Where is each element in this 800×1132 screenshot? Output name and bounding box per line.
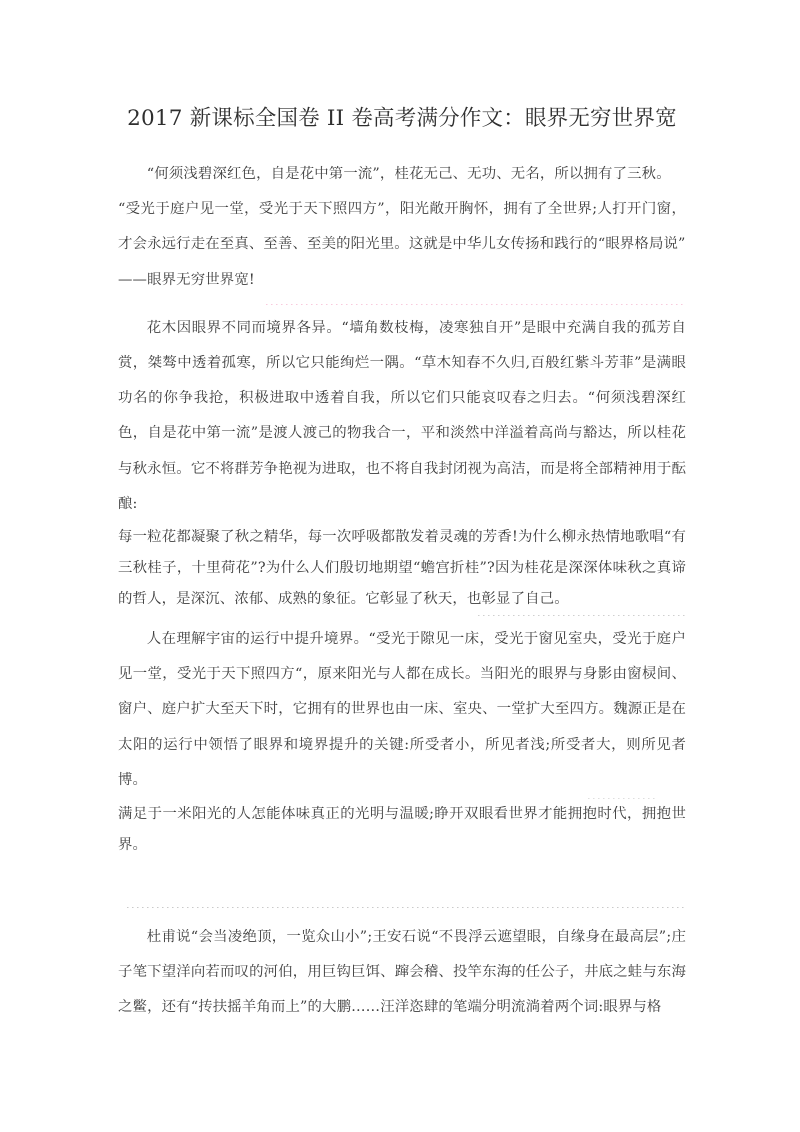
paragraph-thesis-dash: ——眼界无穷世界宽! xyxy=(118,271,255,288)
spacer-title-body xyxy=(118,139,686,157)
spacer-before-sep-4 xyxy=(118,861,686,907)
paragraph-poets-vision: 杜甫说“会当凌绝顶，一览众山小”;王安石说“不畏浮云遮望眼，自缘身在最高层”;庄子笔下望洋向若而叹的河伯，用巨钩巨饵、蹿会稽、投竿东海的任公子，井底之蛙与东海之鳖，还有“抟扶摇羊角而上”的大鹏……汪洋恣肆的笔端分明流淌着两个词:眼界与格 xyxy=(118,929,686,1016)
paragraph-osmanthus-essence: 每一粒花都凝聚了秋之精华，每一次呼吸都散发着灵魂的芳香!为什么柳永热情地歌唱“有三秋桂子，十里荷花”?为什么人们殷切地期望“蟾宫折桂”?因为桂花是深深体味秋之真谛的哲人，是深沉、浓郁、成熟的象征。它彰显了秋天，也彰显了自己。 xyxy=(118,529,686,608)
paragraph-opening-quote: “何须浅碧深红色，自是花中第一流”，桂花无己、无功、无名，所以拥有了三秋。 xyxy=(146,166,671,182)
page-title: 2017 新课标全国卷 II 卷高考满分作文：眼界无穷世界宽 xyxy=(127,106,677,131)
document-content xyxy=(118,0,686,1026)
paragraph-cosmos-realm: 人在理解宇宙的运行中提升境界。“受光于隙见一床，受光于窗见室央，受光于庭户见一堂，受光于天下照四方“，原来阳光与人都在成长。当阳光的眼界与身影由窗棂间、窗户、庭户扩大至天下时，它拥有的世界也由一床、室央、一堂扩大至四方。魏源正是在太阳的运行中领悟了眼界和境界提升的关键:所受者小，所见者浅;所受者大，则所见者博。 xyxy=(118,631,686,788)
paragraph-sunlight-quote: “受光于庭户见一堂，受光于天下照四方”，阳光敞开胸怀，拥有了全世界;人打开门窗，才会永远行走在至真、至善、至美的阳光里。这就是中华儿女传扬和践行的“眼界格局说” xyxy=(118,201,686,253)
paragraph-flowers-vision: 花木因眼界不同而境界各异。“墙角数枝梅，凌寒独自开”是眼中充满自我的孤芳自赏，桀骜中透着孤寒，所以它只能绚烂一隅。“草木知春不久归,百般红紫斗芳菲”是满眼功名的你争我抢，积极进取中透着自我，所以它们只能哀叹春之归去。“何须浅碧深红色，自是花中第一流”是渡人渡己的物我合一，平和淡然中洋溢着高尚与豁达，所以桂花与秋永恒。它不将群芳争艳视为进取，也不将自我封闭视为高洁，而是将全部精神用于酝酿: xyxy=(118,319,686,512)
paragraph-embrace-world: 满足于一米阳光的人怎能体味真正的光明与温暖;睁开双眼看世界才能拥抱时代，拥抱世界。 xyxy=(118,806,686,854)
spacer-after-sep-4 xyxy=(118,908,686,920)
